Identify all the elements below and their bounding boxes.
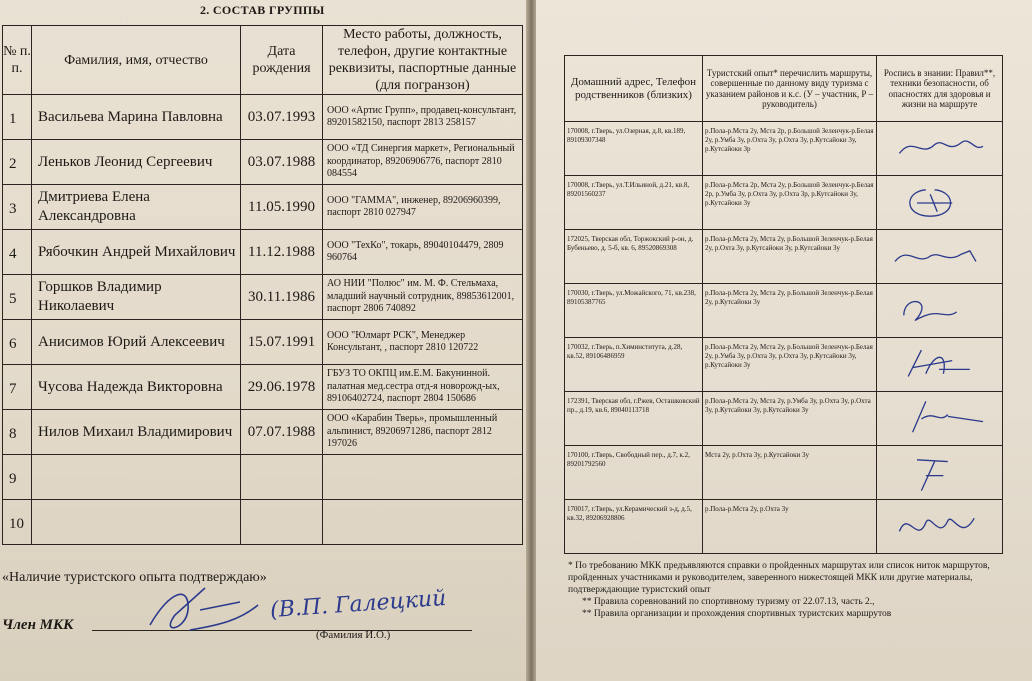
mkk-signature-name: (В.П. Галецкий <box>269 585 448 624</box>
row-dob: 07.07.1988 <box>241 410 323 455</box>
table-row <box>3 455 523 500</box>
right-page <box>536 0 1032 681</box>
experience-table <box>564 55 1003 554</box>
participant-signature <box>879 505 999 549</box>
row-signature <box>877 230 1003 284</box>
row-work: АО НИИ "Полюс" им. М. Ф. Стельмаха, младший научный сотрудник, 89853612001, паспорт 2806 740892 <box>323 275 523 320</box>
participant-signature <box>879 451 999 495</box>
table-row <box>3 410 523 455</box>
header-address: Домашний адрес, Телефон родственников (близких) <box>565 56 703 122</box>
row-work <box>323 455 523 500</box>
row-fio: Горшков Владимир Николаевич <box>32 275 241 320</box>
row-dob: 15.07.1991 <box>241 320 323 365</box>
row-fio: Нилов Михаил Владимирович <box>32 410 241 455</box>
row-signature <box>877 284 1003 338</box>
table-row <box>3 95 523 140</box>
fio-caption: (Фамилия И.О.) <box>316 629 391 641</box>
table-row <box>565 338 1003 392</box>
row-num: 7 <box>3 365 32 410</box>
row-fio: Леньков Леонид Сергеевич <box>32 140 241 185</box>
row-signature <box>877 122 1003 176</box>
row-experience: р.Пола-р.Мста 2р, Мста 2у, р.Большой Зеленчук-р.Белая 2р, р.Умба 3у, р.Охта 3у, р.Охта 3р, р.Кутсайоки 3у, р.Кутсайоки 3у <box>703 176 877 230</box>
table-row <box>565 176 1003 230</box>
row-work: ГБУЗ ТО ОКПЦ им.Е.М. Бакунинной. палатная мед.сестра отд-я новорожд-ых, 89106402724, паспорт 2804 150686 <box>323 365 523 410</box>
participant-signature <box>879 235 999 279</box>
row-num: 3 <box>3 185 32 230</box>
header-num: № п. п. <box>3 26 32 95</box>
row-address: 170100, г.Тверь, Свободный пер., д.7, к.2, 89201792560 <box>565 446 703 500</box>
row-experience: Мста 2у, р.Охта 3у, р.Кутсайоки 3у <box>703 446 877 500</box>
header-dob: Дата рождения <box>241 26 323 95</box>
row-signature <box>877 392 1003 446</box>
table-row <box>565 122 1003 176</box>
row-fio <box>32 500 241 545</box>
row-experience: р.Пола-р.Мста 2у, Мста 2у, р.Большой Зеленчук-р.Белая 2у, р.Кутсайоки 3у <box>703 284 877 338</box>
table-row <box>565 392 1003 446</box>
row-num: 8 <box>3 410 32 455</box>
row-num: 5 <box>3 275 32 320</box>
participant-signature <box>879 397 999 441</box>
header-fio: Фамилия, имя, отчество <box>32 26 241 95</box>
row-experience: р.Пола-р.Мста 2у, Мста 2у, р.Умба 3у, р.Охта 3у, р.Охта 3у, р.Кутсайоки 3у, р.Кутсайоки 3у <box>703 392 877 446</box>
row-fio: Васильева Марина Павловна <box>32 95 241 140</box>
participant-signature <box>879 181 999 225</box>
participant-signature <box>879 343 999 387</box>
row-address: 170017, г.Тверь, ул.Керамический з-д, д.5, кв.32, 89206928806 <box>565 500 703 554</box>
confirm-text: «Наличие туристского опыта подтверждаю» <box>2 570 267 585</box>
row-num: 10 <box>3 500 32 545</box>
row-dob <box>241 500 323 545</box>
row-dob: 29.06.1978 <box>241 365 323 410</box>
group-table <box>2 25 523 545</box>
row-signature <box>877 176 1003 230</box>
row-experience: р.Пола-р.Мста 2у, Мста 2у, р.Большой Зеленчук-р.Белая 2у, р.Умба 3у, р.Охта 3у, р.Охта 3у, р.Кутсайоки 3у, р.Кутсайоки 3у <box>703 338 877 392</box>
row-address: 172391, Тверская обл, г.Ржев, Осташковский пр., д.19, кв.6, 89040113718 <box>565 392 703 446</box>
group-table-header <box>3 26 523 95</box>
row-dob: 30.11.1986 <box>241 275 323 320</box>
mkk-signature-scribble <box>130 580 265 640</box>
row-fio: Анисимов Юрий Алексеевич <box>32 320 241 365</box>
row-address: 170030, г.Тверь, ул.Можайского, 71, кв.238, 89105387765 <box>565 284 703 338</box>
table-row <box>565 500 1003 554</box>
row-num: 6 <box>3 320 32 365</box>
table-row <box>3 230 523 275</box>
table-row <box>3 275 523 320</box>
row-work: ООО «Артис Групп», продавец-консультант, 89201582150, паспорт 2813 258157 <box>323 95 523 140</box>
row-fio: Дмитриева Елена Александровна <box>32 185 241 230</box>
table-row <box>3 500 523 545</box>
row-dob: 03.07.1993 <box>241 95 323 140</box>
table-row <box>565 230 1003 284</box>
row-dob: 03.07.1988 <box>241 140 323 185</box>
row-fio: Рябочкин Андрей Михайлович <box>32 230 241 275</box>
header-signature: Роспись в знании: Правил**, техники безопасности, об опасностях для здоровья и жизни на маршруте <box>877 56 1003 122</box>
participant-signature <box>879 289 999 333</box>
experience-table-header <box>565 56 1003 122</box>
row-dob <box>241 455 323 500</box>
participant-signature <box>879 127 999 171</box>
row-address: 172025, Тверская обл, Торжокский р-он, д. Бубеньево, д. 5-б, кв. 6, 89520869308 <box>565 230 703 284</box>
row-dob: 11.12.1988 <box>241 230 323 275</box>
row-address: 170032, г.Тверь, п.Химинститута, д.28, кв.52, 89106486959 <box>565 338 703 392</box>
row-work: ООО "ГАММА", инженер, 89206960399, паспорт 2810 027947 <box>323 185 523 230</box>
table-row <box>565 446 1003 500</box>
header-work: Место работы, должность, телефон, другие контактные реквизиты, паспортные данные (для погранзон) <box>323 26 523 95</box>
row-experience: р.Пола-р.Мста 2у, Мста 2у, р.Большой Зеленчук-р.Белая 2у, р.Охта 3у, р.Кутсайоки 3у, р.Кутсайоки 3у <box>703 230 877 284</box>
row-work <box>323 500 523 545</box>
section-title: 2. СОСТАВ ГРУППЫ <box>200 3 325 17</box>
row-work: ООО «Карабин Тверь», промышленный альпинист, 89206971286, паспорт 2812 197026 <box>323 410 523 455</box>
row-signature <box>877 500 1003 554</box>
row-num: 1 <box>3 95 32 140</box>
row-num: 4 <box>3 230 32 275</box>
table-row <box>565 284 1003 338</box>
row-num: 9 <box>3 455 32 500</box>
row-fio: Чусова Надежда Викторовна <box>32 365 241 410</box>
footnote-1: * По требованию МКК предъявляются справки о пройденных маршрутах или список ниток маршрутов, пройденных участниками и руководителем, заверенного нижестоящей МКК или другие материалы, подтверждающие туристский опыт <box>568 561 990 595</box>
row-work: ООО «ТД Синергия маркет», Региональный координатор, 89206906776, паспорт 2810 084554 <box>323 140 523 185</box>
row-work: ООО "ТехКо", токарь, 89040104479, 2809 960764 <box>323 230 523 275</box>
footnote-2: ** Правила соревнований по спортивному туризму от 22.07.13, часть 2., <box>582 597 875 607</box>
row-signature <box>877 446 1003 500</box>
table-row <box>3 185 523 230</box>
table-row <box>3 365 523 410</box>
footnotes <box>568 560 1028 620</box>
mkk-label: Член МКК <box>2 617 74 633</box>
footnote-3: ** Правила организации и прохождения спортивных туристских маршрутов <box>582 609 892 619</box>
table-row <box>3 140 523 185</box>
row-dob: 11.05.1990 <box>241 185 323 230</box>
header-experience: Туристский опыт* перечислить маршруты, совершенные по данному виду туризма с указанием районов и к.с. (У – участник, Р – руководитель) <box>703 56 877 122</box>
row-address: 170008, г.Тверь, ул.Т.Ильиной, д.21, кв.8, 89201560237 <box>565 176 703 230</box>
row-address: 170008, г.Тверь, ул.Озерная, д.8, кв.189, 89109307348 <box>565 122 703 176</box>
table-row <box>3 320 523 365</box>
row-fio <box>32 455 241 500</box>
row-experience: р.Пола-р.Мста 2у, р.Охта 3у <box>703 500 877 554</box>
row-work: ООО "Юлмарт РСК", Менеджер Консультант, , паспорт 2810 120722 <box>323 320 523 365</box>
row-num: 2 <box>3 140 32 185</box>
row-signature <box>877 338 1003 392</box>
row-experience: р.Пола-р.Мста 2у, Мста 2р, р.Большой Зеленчук-р.Белая 2у, р.Умба 3у, р.Охта 3у, р.Охта 3у, р.Кутсайоки 3у, р.Кутсайоки 3р <box>703 122 877 176</box>
